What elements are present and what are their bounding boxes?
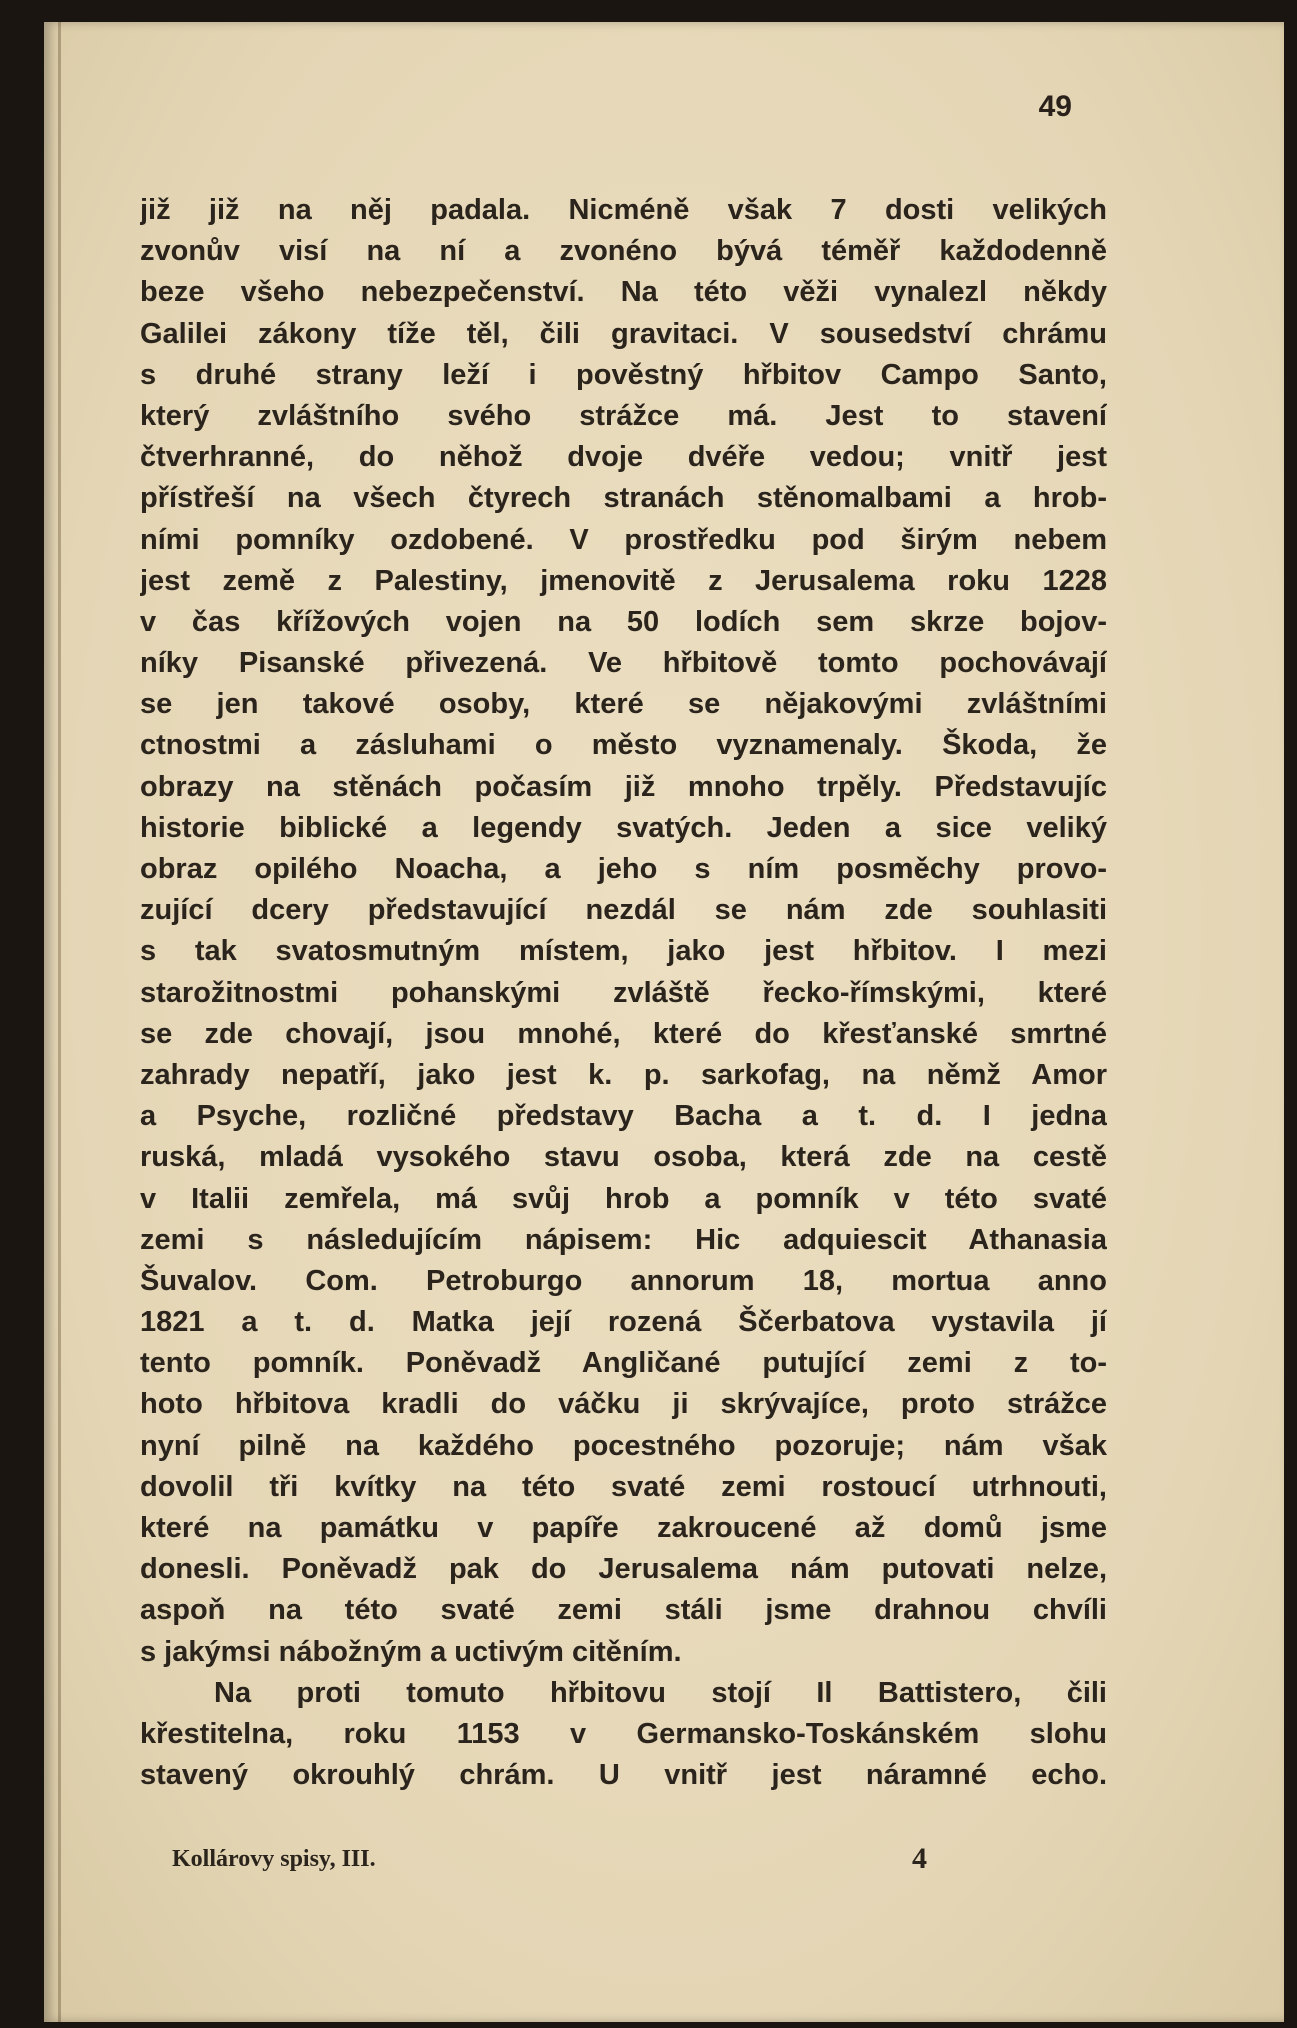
text-line: Na proti tomuto hřbitovu stojí Il Battistero, čili [214, 1676, 1107, 1709]
text-line: s jakýmsi nábožným a uctivým citěním. [140, 1635, 682, 1668]
text-line: v Italii zemřela, má svůj hrob a pomník v této svaté [140, 1182, 1107, 1215]
text-line: stavený okrouhlý chrám. U vnitř jest náramné echo. [140, 1759, 1107, 1792]
text-line: se zde chovají, jsou mnohé, které do křesťanské smrtné [140, 1017, 1107, 1050]
text-line: ctnostmi a zásluhami o město vyznamenaly. Škoda, že [140, 729, 1107, 762]
text-line: s tak svatosmutným místem, jako jest hřbitov. I mezi [140, 935, 1107, 968]
text-line: níky Pisanské přivezená. Ve hřbitově tomto pochovávají [140, 647, 1107, 680]
text-line: Šuvalov. Com. Petroburgo annorum 18, mortua anno [140, 1264, 1107, 1297]
text-line: starožitnostmi pohanskými zvláště řecko-římskými, které [140, 976, 1107, 1009]
page-footer [172, 1842, 972, 1882]
page-number: 49 [1038, 90, 1072, 123]
text-line: aspoň na této svaté zemi stáli jsme drahnou chvíli [140, 1594, 1107, 1627]
text-line: v čas křížových vojen na 50 lodích sem skrze bojov- [140, 605, 1107, 638]
text-line: který zvláštního svého strážce má. Jest to stavení [140, 399, 1107, 432]
text-line: čtverhranné, do něhož dvoje dvéře vedou; vnitř jest [140, 441, 1107, 474]
text-line: donesli. Poněvadž pak do Jerusalema nám putovati nelze, [140, 1553, 1107, 1586]
text-line: nyní pilně na každého pocestného pozoruje; nám však [140, 1429, 1107, 1462]
text-line: zující dcery představující nezdál se nám zde souhlasiti [140, 894, 1107, 927]
text-line: tento pomník. Poněvadž Angličané putující zemi z to- [140, 1347, 1107, 1380]
book-page [44, 22, 1284, 2022]
text-line: a Psyche, rozličné představy Bacha a t. d. I jedna [140, 1100, 1107, 1133]
text-line: zahrady nepatří, jako jest k. p. sarkofag, na němž Amor [140, 1058, 1107, 1091]
text-line: dovolil tři kvítky na této svaté zemi rostoucí utrhnouti, [140, 1470, 1107, 1503]
body-text [140, 190, 1107, 1796]
text-line: ními pomníky ozdobené. V prostředku pod širým nebem [140, 523, 1107, 556]
text-line: zemi s následujícím nápisem: Hic adquiescit Athanasia [140, 1223, 1107, 1256]
text-line: ruská, mladá vysokého stavu osoba, která zde na cestě [140, 1141, 1107, 1174]
sheet-number: 4 [912, 1842, 927, 1875]
text-line: beze všeho nebezpečenství. Na této věži vynalezl někdy [140, 276, 1107, 309]
page-fold [58, 22, 61, 2022]
text-line: jest země z Palestiny, jmenovitě z Jerusalema roku 1228 [140, 564, 1107, 597]
text-line: s druhé strany leží i pověstný hřbitov Campo Santo, [140, 358, 1107, 391]
text-line: obrazy na stěnách počasím již mnoho trpěly. Představujíc [140, 770, 1107, 803]
text-line: zvonův visí na ní a zvonéno bývá téměř každodenně [140, 235, 1107, 268]
text-line: se jen takové osoby, které se nějakovými zvláštními [140, 688, 1107, 721]
text-line: Galilei zákony tíže těl, čili gravitaci. V sousedství chrámu [140, 317, 1107, 350]
text-line: obraz opilého Noacha, a jeho s ním posměchy provo- [140, 853, 1107, 885]
text-line: které na památku v papíře zakroucené až domů jsme [140, 1512, 1107, 1544]
text-line: již již na něj padala. Nicméně však 7 dosti velikých [140, 194, 1107, 226]
text-line: historie biblické a legendy svatých. Jeden a sice veliký [140, 811, 1107, 844]
footer-signature: Kollárovy spisy, III. [172, 1846, 376, 1872]
text-line: přístřeší na všech čtyrech stranách stěnomalbami a hrob- [140, 482, 1107, 515]
text-line: hoto hřbitova kradli do váčku ji skrývajíce, proto strážce [140, 1388, 1107, 1421]
text-line: křestitelna, roku 1153 v Germansko-Toskánském slohu [140, 1717, 1107, 1750]
text-line: 1821 a t. d. Matka její rozená Ščerbatova vystavila jí [140, 1306, 1107, 1339]
